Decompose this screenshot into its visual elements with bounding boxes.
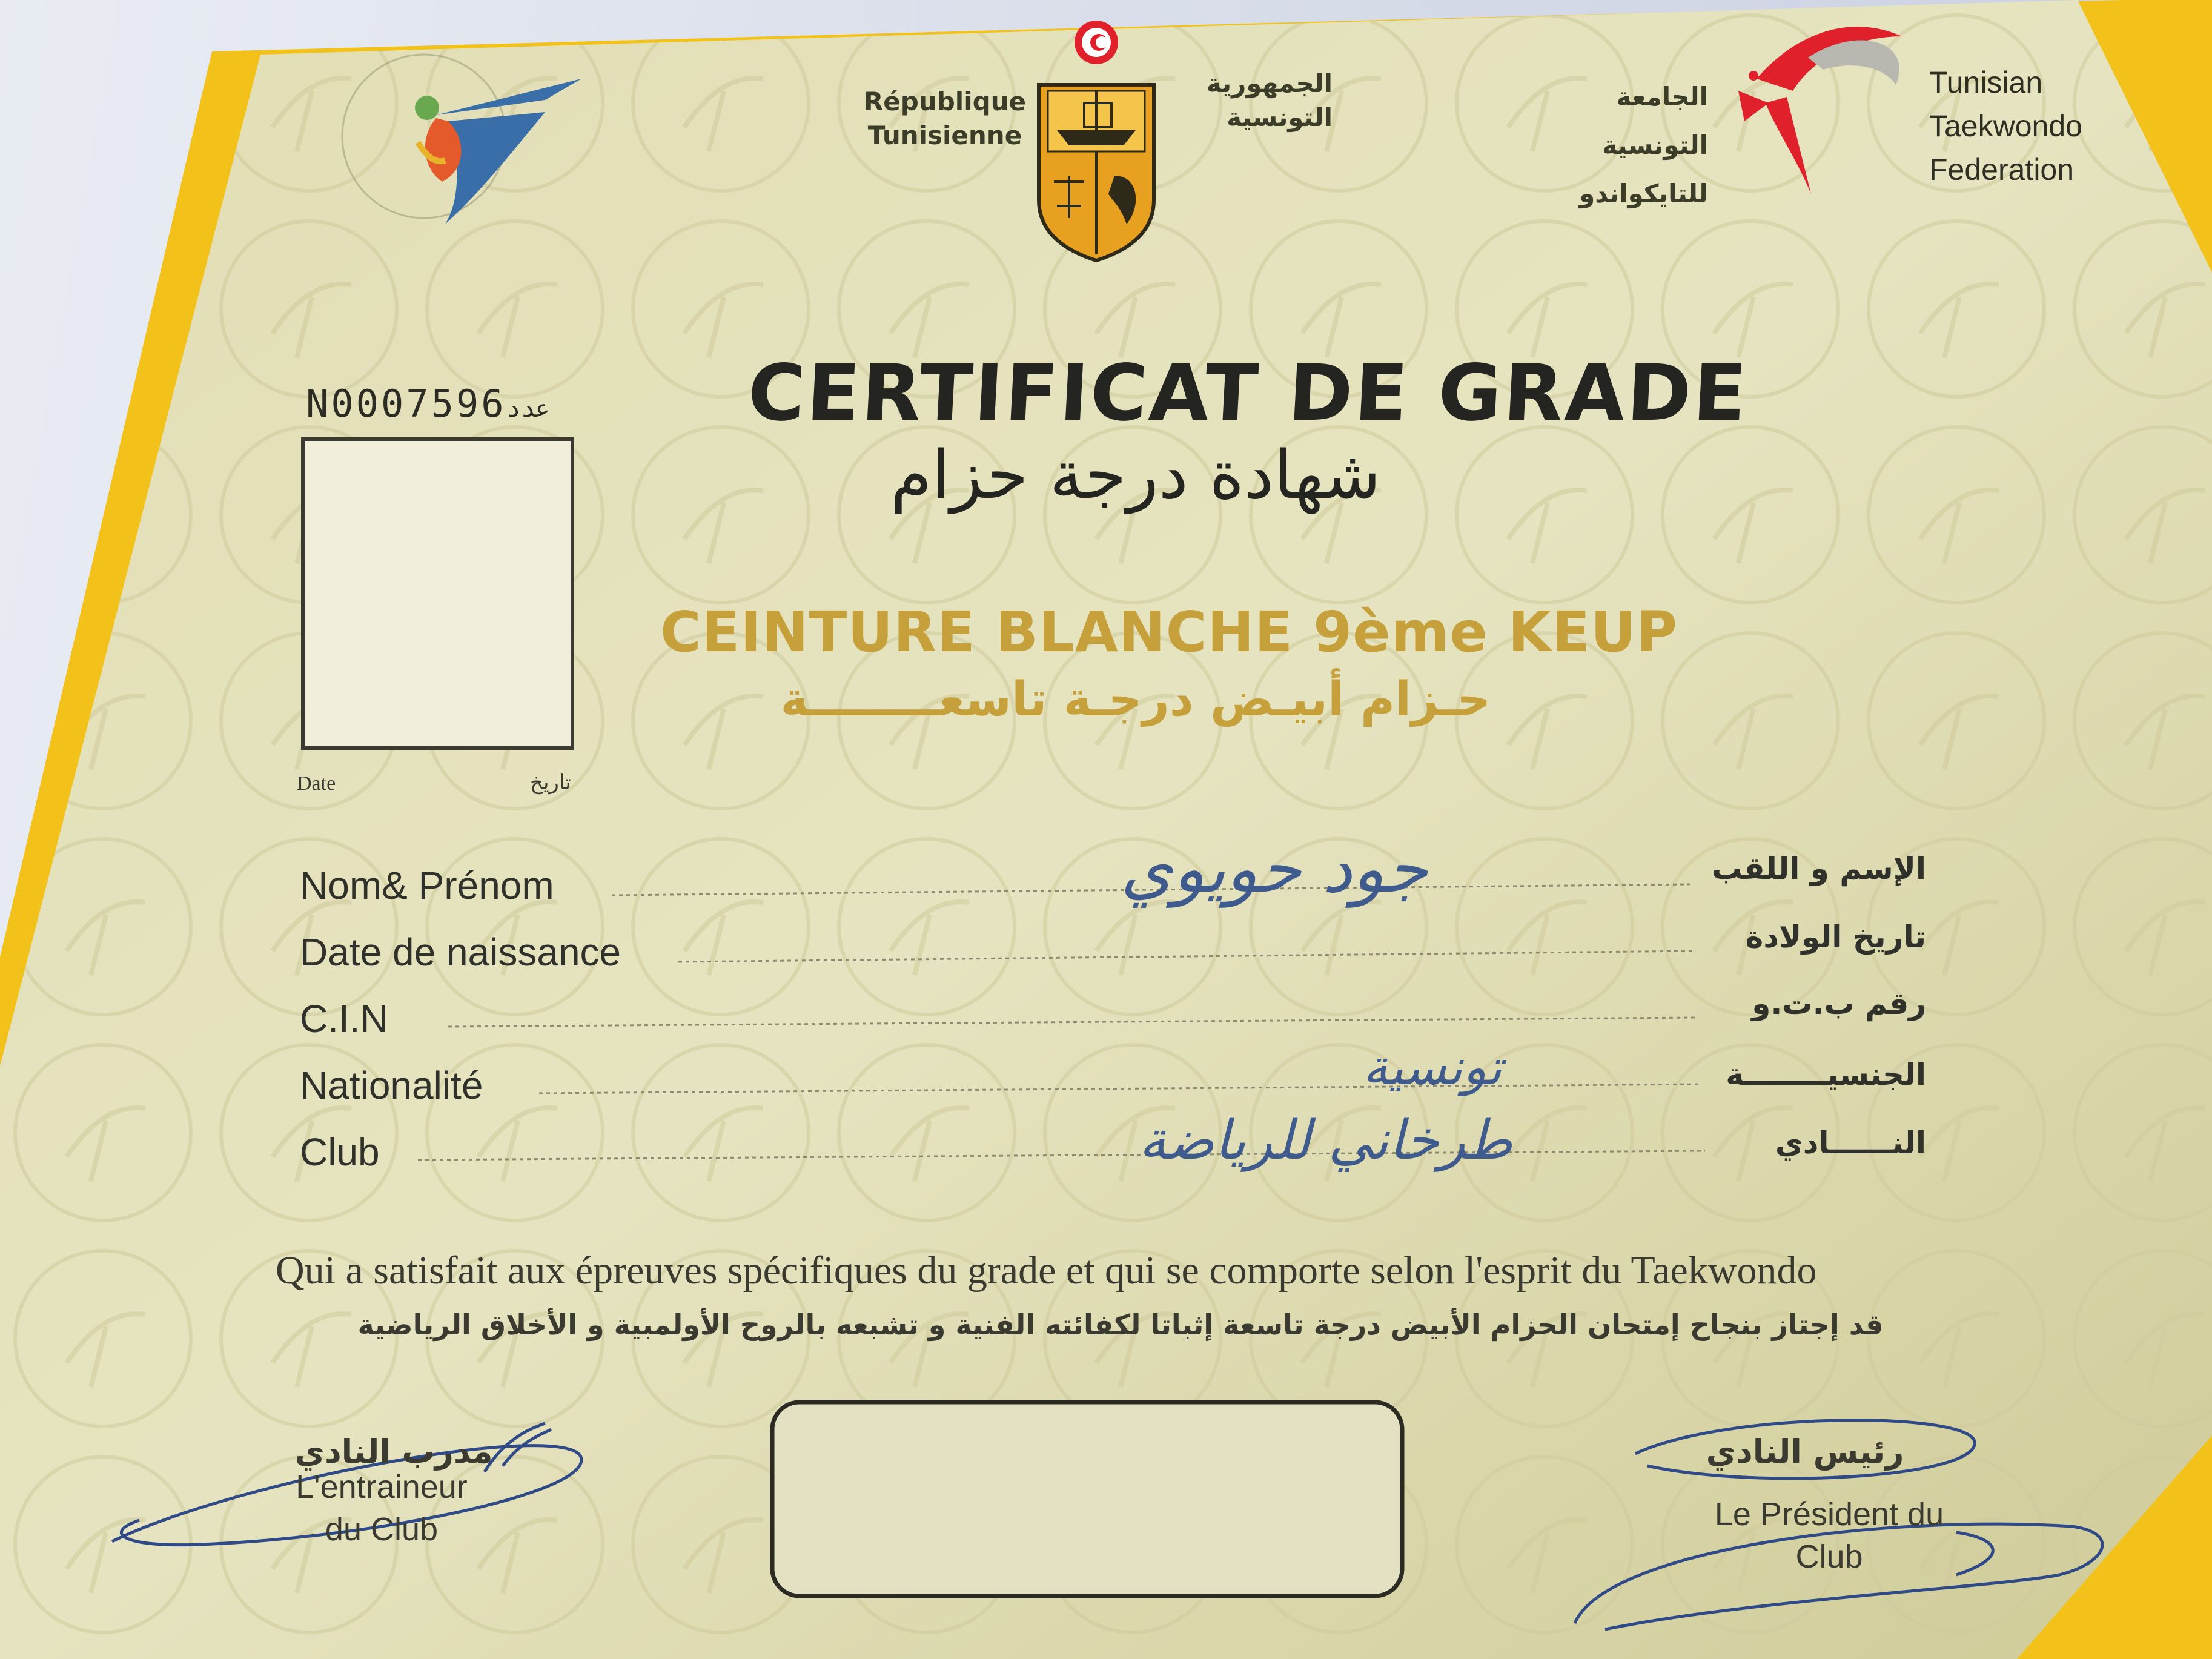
field-label-ar-birthdate: تاريخ الولادة: [1745, 919, 1926, 955]
field-label-fr-nationality: Nationalité: [300, 1064, 483, 1107]
serial-prefix: N: [306, 382, 331, 426]
statement-ar: قد إجتاز بنجاح إمتحان الحزام الأبيض درجة تاسعة إثباتا لكفائته الفنية و تشبعه بالروح الأولمبية و الأخلاق الرياضية: [357, 1308, 1884, 1341]
field-label-ar-nationality: الجنسيــــــــة: [1726, 1057, 1926, 1092]
field-value-name: جود حويوي: [1121, 830, 1428, 907]
republic-name-fr: République Tunisienne: [863, 87, 1027, 150]
serial-suffix: عدد: [506, 395, 550, 423]
field-label-fr-name: Nom& Prénom: [300, 864, 554, 907]
republic-name-ar: الجمهورية التونسية: [1206, 68, 1333, 132]
serial-value: 0007596: [331, 382, 506, 426]
field-value-club: طرخاني للرياضة: [1139, 1108, 1513, 1172]
grade-title-fr: CEINTURE BLANCHE 9ème KEUP: [660, 600, 1678, 664]
certificate-title-ar: شهادة درجة حزام: [890, 436, 1381, 514]
president-label-fr: Le Président du Club: [1714, 1496, 1944, 1575]
field-label-fr-cin: C.I.N: [300, 997, 388, 1041]
federation-name-en: Tunisian Taekwondo Federation: [1929, 65, 2082, 187]
photo-date-label-fr: Date: [297, 772, 336, 795]
field-value-nationality: تونسية: [1363, 1039, 1502, 1096]
certificate-title-fr: CERTIFICAT DE GRADE: [746, 348, 1750, 439]
field-label-ar-club: النــــــادي: [1775, 1125, 1926, 1161]
grade-title-ar: حـزام أبيـض درجـة تاسعــــــــة: [780, 672, 1491, 727]
field-label-ar-cin: رقم ب.ت.و: [1752, 986, 1926, 1021]
photo-date-label-ar: تاريخ: [530, 772, 571, 794]
serial-number: [306, 382, 550, 426]
photo-box: [303, 439, 572, 748]
coach-label-ar: مدرب النادي: [294, 1432, 493, 1471]
president-label-ar: رئيس النادي: [1706, 1432, 1904, 1471]
statement-fr: Qui a satisfait aux épreuves spécifiques du grade et qui se comporte selon l'esprit du Taekwondo: [276, 1248, 1817, 1293]
field-label-ar-name: الإسم و اللقب: [1712, 851, 1926, 886]
federation-name-ar: الجامعة التونسية للتايكواندو: [1579, 82, 1708, 208]
coach-label-fr: L'entraineur du Club: [296, 1469, 468, 1548]
official-stamp-box: [772, 1402, 1402, 1596]
field-label-fr-club: Club: [300, 1130, 380, 1174]
field-label-fr-birthdate: Date de naissance: [300, 930, 621, 974]
